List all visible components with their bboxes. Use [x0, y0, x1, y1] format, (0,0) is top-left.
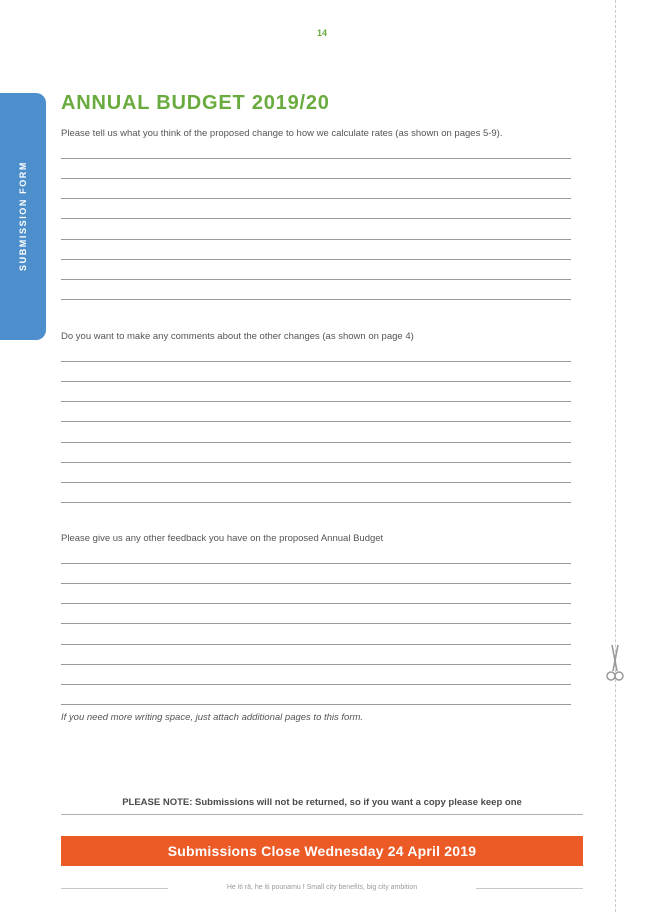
- answer-line: [61, 259, 571, 260]
- answer-line: [61, 583, 571, 584]
- more-space-note: If you need more writing space, just attach additional pages to this form.: [61, 712, 364, 723]
- cut-line: [615, 0, 616, 912]
- footer-divider-right: [476, 888, 583, 889]
- footer-divider-left: [61, 888, 168, 889]
- answer-line: [61, 361, 571, 362]
- submissions-close-banner: Submissions Close Wednesday 24 April 2019: [61, 836, 583, 866]
- answer-line: [61, 158, 571, 159]
- answer-line: [61, 421, 571, 422]
- answer-line: [61, 442, 571, 443]
- answer-line: [61, 401, 571, 402]
- scissors-icon: [603, 643, 627, 683]
- answer-line: [61, 684, 571, 685]
- question-1: Please tell us what you think of the proposed change to how we calculate rates (as shown on pages 5-9).: [61, 128, 503, 139]
- side-tab-label: SUBMISSION FORM: [18, 160, 28, 272]
- answer-line: [61, 502, 571, 503]
- answer-line: [61, 178, 571, 179]
- answer-line: [61, 279, 571, 280]
- footer-tagline: He iti rā, he iti pounamu I Small city benefits, big city ambition: [226, 884, 418, 891]
- answer-line: [61, 239, 571, 240]
- answer-line: [61, 299, 571, 300]
- form-title: ANNUAL BUDGET 2019/20: [61, 92, 330, 114]
- answer-line: [61, 218, 571, 219]
- please-note: PLEASE NOTE: Submissions will not be returned, so if you want a copy please keep one: [122, 797, 522, 808]
- answer-line: [61, 563, 571, 564]
- answer-line: [61, 704, 571, 705]
- question-3: Please give us any other feedback you have on the proposed Annual Budget: [61, 533, 384, 544]
- page-number: 14: [316, 28, 327, 38]
- answer-line: [61, 603, 571, 604]
- answer-line: [61, 462, 571, 463]
- answer-line: [61, 623, 571, 624]
- divider: [61, 814, 583, 815]
- answer-line: [61, 482, 571, 483]
- answer-line: [61, 381, 571, 382]
- answer-line: [61, 644, 571, 645]
- answer-line: [61, 198, 571, 199]
- question-2: Do you want to make any comments about the other changes (as shown on page 4): [61, 331, 414, 342]
- answer-line: [61, 664, 571, 665]
